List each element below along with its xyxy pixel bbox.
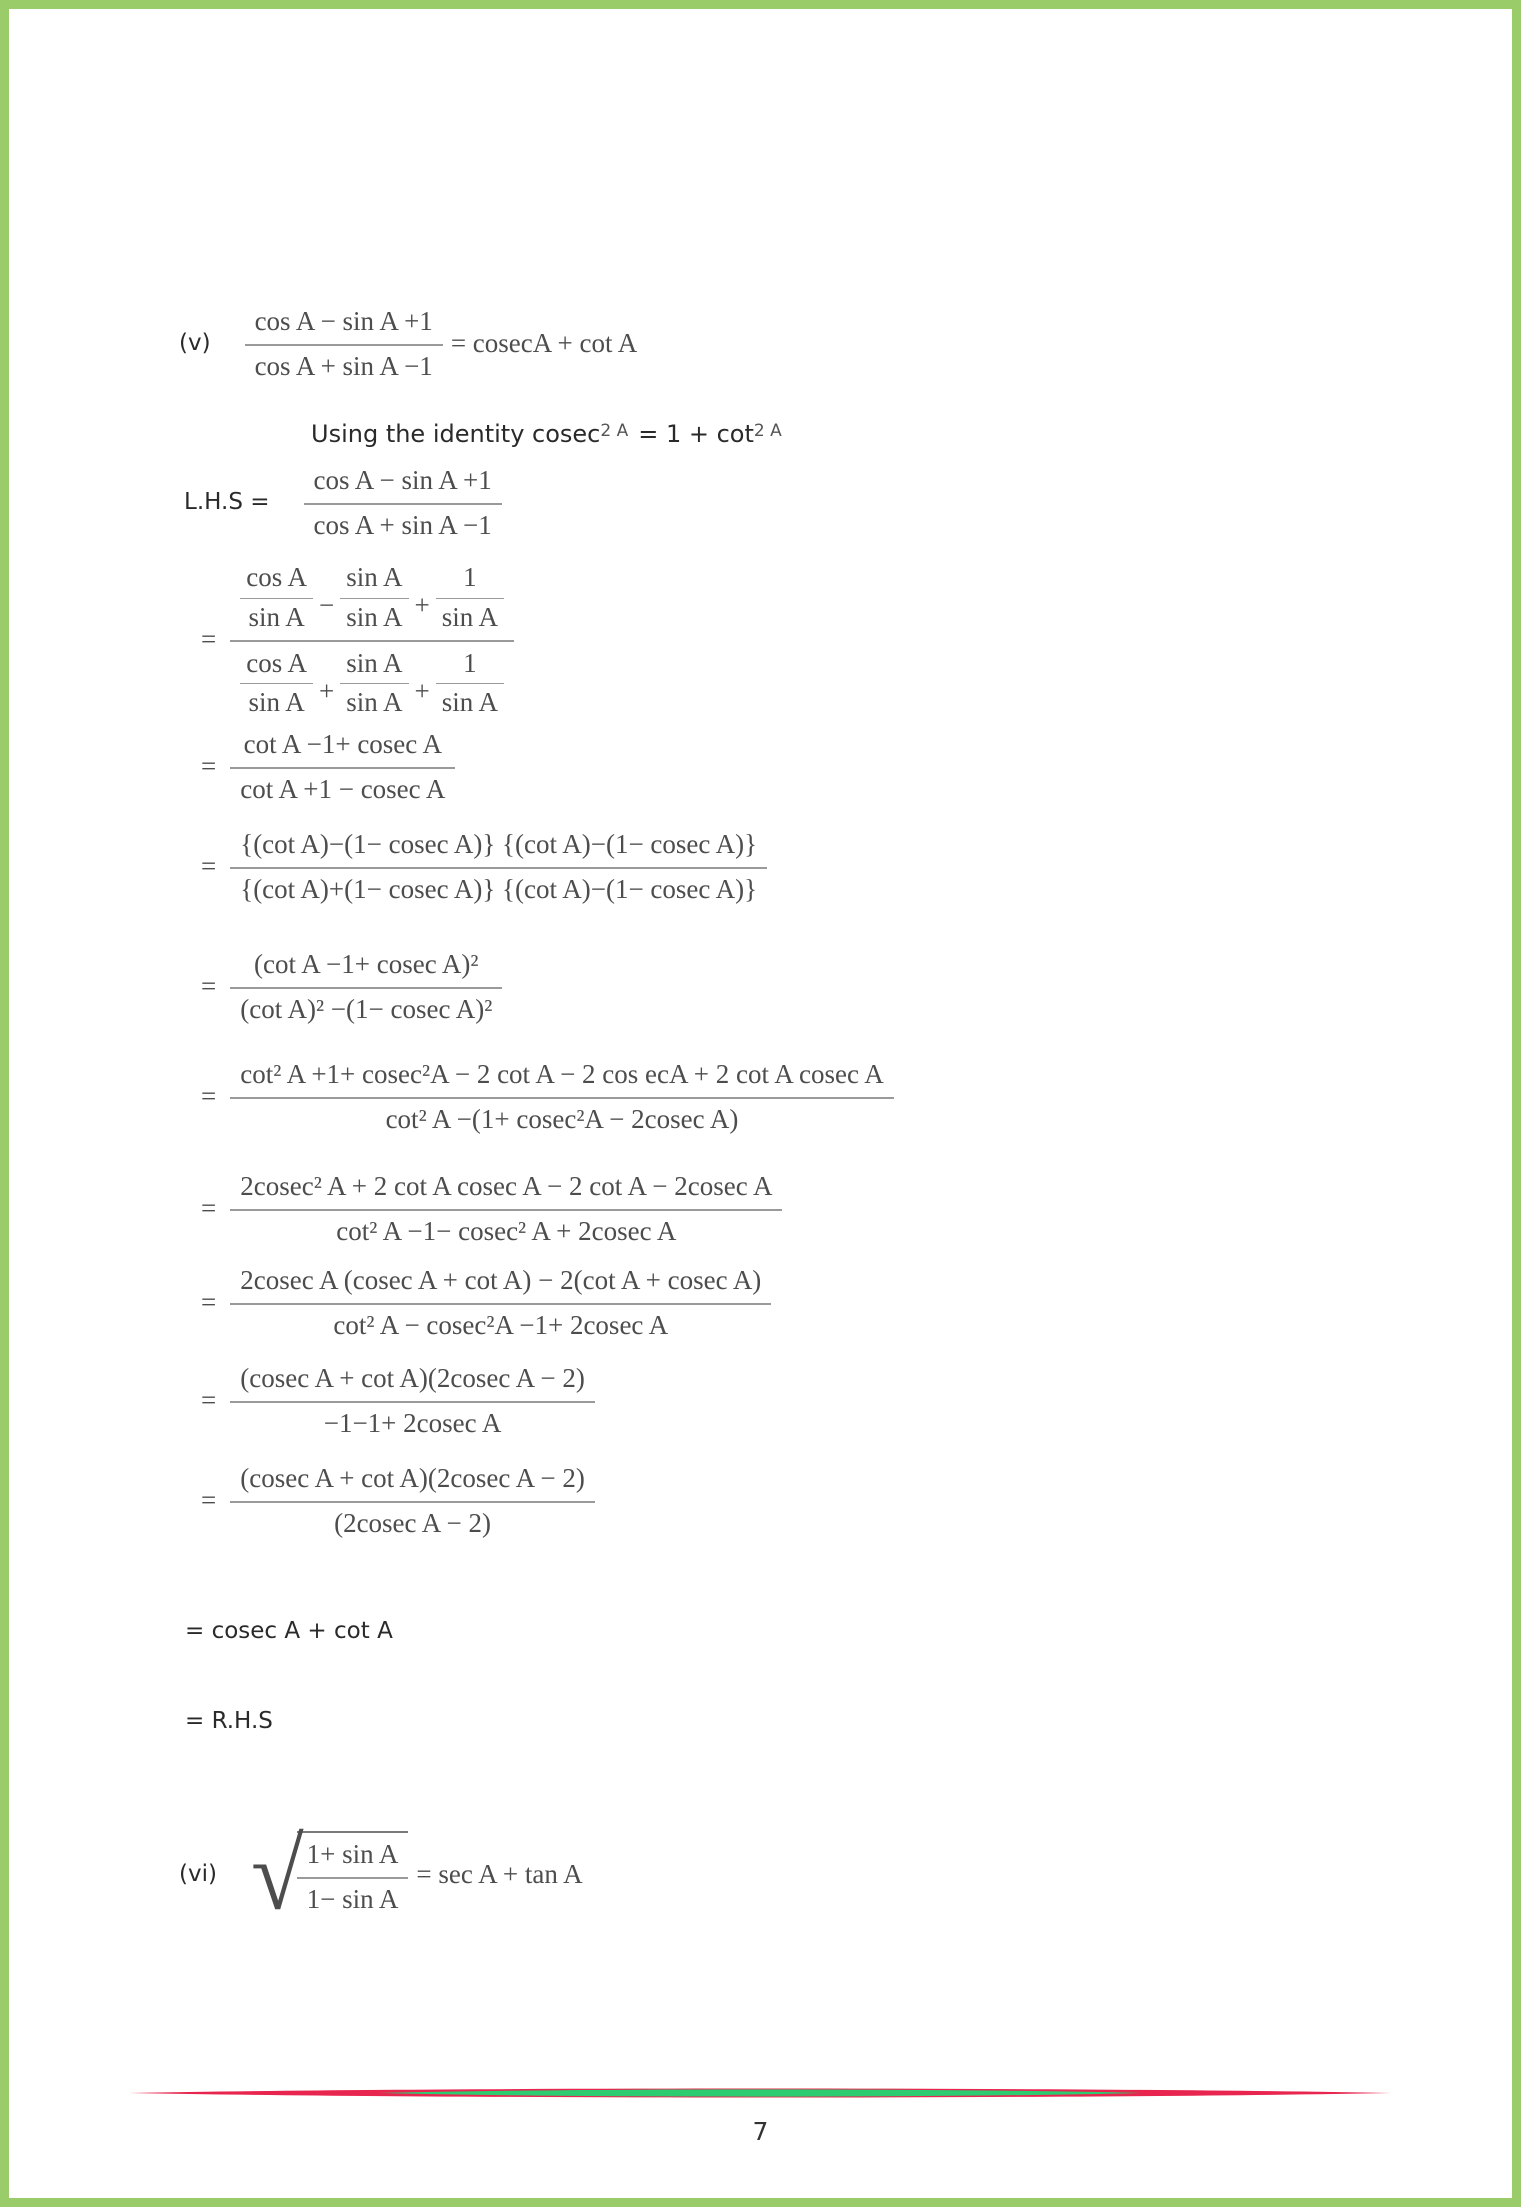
fraction-numerator: 1	[436, 646, 504, 685]
fraction-denominator: cos A + sin A −1	[254, 350, 433, 381]
fraction-numerator: cos A − sin A +1	[245, 302, 443, 346]
big-fraction-numerator	[230, 557, 514, 642]
step-braces-row	[201, 825, 767, 909]
fraction-denominator: (cot A)² −(1− cosec A)²	[240, 993, 493, 1024]
step-compound-row	[201, 557, 514, 722]
rhs-text: = R.H.S	[185, 1708, 273, 1734]
fraction-denominator: 1− sin A	[306, 1883, 399, 1914]
equals-sign: =	[201, 750, 217, 781]
equals-sign: =	[201, 970, 217, 1001]
fraction-numerator: sin A	[340, 646, 408, 685]
fraction-numerator: sin A	[340, 560, 408, 599]
fraction-denominator: cot² A −1− cosec² A + 2cosec A	[336, 1215, 677, 1246]
fraction	[230, 1055, 894, 1139]
fraction-numerator: (cosec A + cot A)(2cosec A − 2)	[230, 1359, 595, 1403]
step-factored-row	[201, 1261, 771, 1345]
minus-operator: −	[318, 590, 335, 621]
denominator-terms	[240, 646, 504, 721]
fraction	[230, 945, 502, 1029]
fraction-denominator: cot² A − cosec²A −1+ 2cosec A	[333, 1309, 669, 1340]
equals-sign: =	[201, 850, 217, 881]
fraction-denominator: cot² A −(1+ cosec²A − 2cosec A)	[385, 1103, 739, 1134]
fraction	[230, 1359, 595, 1443]
fraction	[436, 560, 504, 635]
identity-mid: = 1 + cot	[638, 420, 754, 448]
identity-prefix: Using the identity cosec	[311, 420, 601, 448]
fraction-numerator: 2cosec A (cosec A + cot A) − 2(cot A + cosec A)	[230, 1261, 771, 1305]
step-cot-row	[201, 725, 455, 809]
fraction-numerator: {(cot A)−(1− cosec A)} {(cot A)−(1− cosec A)}	[230, 825, 767, 869]
square-root	[250, 1817, 408, 1931]
radical-sign-icon: √	[250, 1817, 304, 1931]
fraction	[340, 560, 408, 635]
fraction-numerator: 2cosec² A + 2 cot A cosec A − 2 cot A − 2cosec A	[230, 1167, 782, 1211]
fraction	[230, 1261, 771, 1345]
fraction-numerator: cot² A +1+ cosec²A − 2 cot A − 2 cos ecA + 2 cot A cosec A	[230, 1055, 894, 1099]
fraction-denominator: (2cosec A − 2)	[334, 1507, 492, 1538]
equals-sign: =	[201, 1484, 217, 1515]
fraction	[245, 302, 443, 386]
page-number: 7	[752, 2117, 769, 2146]
problem-v-label: (v)	[179, 330, 211, 357]
step-cancel2-row	[201, 1459, 595, 1543]
fraction-numerator: 1+ sin A	[297, 1835, 409, 1879]
decorative-divider	[129, 2085, 1391, 2101]
fraction-denominator: −1−1+ 2cosec A	[323, 1407, 502, 1438]
fraction-numerator: 1	[436, 560, 504, 599]
fraction	[436, 646, 504, 721]
plus-operator: +	[318, 675, 335, 706]
fraction-numerator: cot A −1+ cosec A	[230, 725, 455, 769]
fraction	[297, 1835, 409, 1919]
fraction-denominator: cos A + sin A −1	[313, 509, 492, 540]
lhs-row	[184, 461, 502, 545]
identity-line	[311, 419, 782, 449]
step-grouped-row	[201, 1167, 782, 1251]
fraction-denominator: sin A	[346, 601, 403, 632]
fraction	[240, 560, 313, 635]
identity-superscript-2: 2 A	[753, 421, 782, 442]
radicand	[297, 1831, 409, 1919]
equals-sign: =	[201, 1080, 217, 1111]
fraction	[230, 725, 455, 809]
problem-v-rhs: = cosecA + cot A	[450, 327, 638, 358]
fraction	[340, 646, 408, 721]
fraction-numerator: (cot A −1+ cosec A)²	[230, 945, 502, 989]
step-squared-row	[201, 945, 502, 1029]
fraction	[304, 461, 502, 545]
fraction-numerator: cos A − sin A +1	[304, 461, 502, 505]
fraction	[240, 646, 313, 721]
equals-sign: =	[201, 1286, 217, 1317]
fraction-denominator: sin A	[248, 687, 305, 718]
rhs-line	[185, 1707, 273, 1736]
numerator-terms	[240, 560, 504, 635]
problem-vi-rhs: = sec A + tan A	[416, 1858, 583, 1889]
lhs-label: L.H.S =	[184, 489, 270, 516]
fraction-denominator: sin A	[346, 687, 403, 718]
problem-vi-row	[179, 1817, 583, 1931]
step-cancel1-row	[201, 1359, 595, 1443]
fraction-denominator: sin A	[441, 687, 499, 718]
identity-superscript-1: 2 A	[600, 421, 629, 442]
fraction	[230, 1167, 782, 1251]
fraction-denominator: cot A +1 − cosec A	[240, 773, 446, 804]
equals-sign: =	[201, 1192, 217, 1223]
result-text: = cosec A + cot A	[185, 1618, 393, 1644]
fraction-denominator: sin A	[441, 601, 499, 632]
fraction	[230, 825, 767, 909]
equals-sign: =	[201, 1384, 217, 1415]
problem-v-row	[179, 302, 637, 386]
equals-sign: =	[201, 623, 217, 654]
plus-operator: +	[414, 675, 430, 706]
fraction-numerator: cos A	[240, 560, 313, 599]
plus-operator: +	[414, 590, 430, 621]
fraction-denominator: sin A	[248, 601, 305, 632]
big-fraction	[230, 557, 514, 722]
fraction-numerator: cos A	[240, 646, 313, 685]
result-line	[185, 1617, 393, 1646]
fraction	[230, 1459, 595, 1543]
big-fraction-denominator	[230, 642, 514, 723]
step-expanded-row	[201, 1055, 894, 1139]
fraction-numerator: (cosec A + cot A)(2cosec A − 2)	[230, 1459, 595, 1503]
fraction-denominator: {(cot A)+(1− cosec A)} {(cot A)−(1− cosec A)}	[240, 873, 758, 904]
problem-vi-label: (vi)	[179, 1861, 217, 1888]
